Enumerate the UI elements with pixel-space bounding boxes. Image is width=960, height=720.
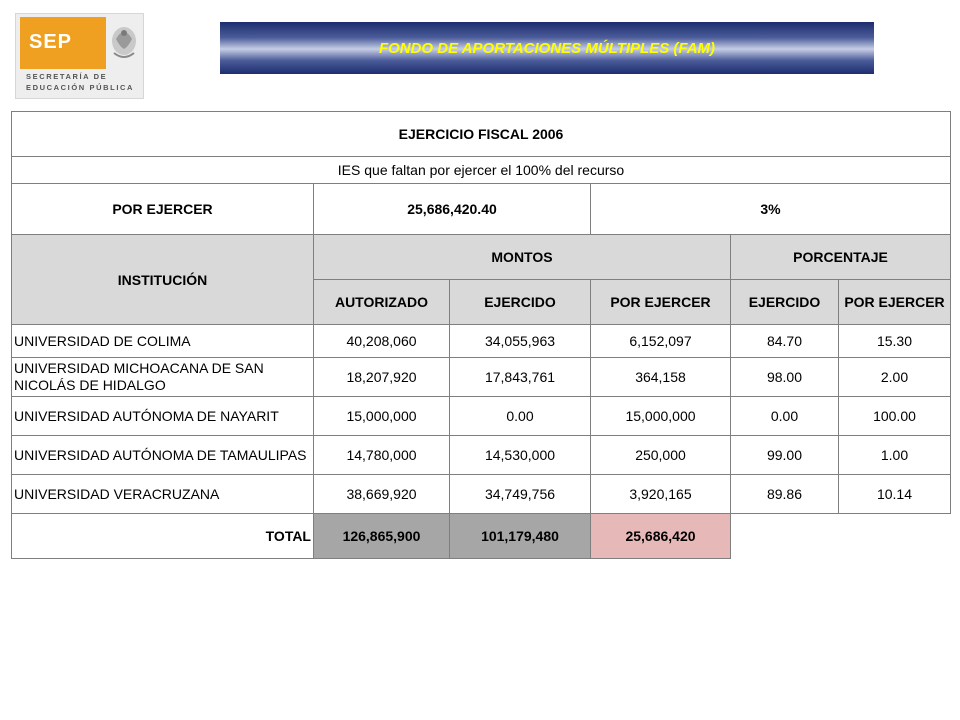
por-ejercer-row (12, 184, 951, 235)
row-ejercido: 14,530,000 (450, 436, 591, 475)
table-row (12, 475, 951, 514)
row-autorizado: 14,780,000 (314, 436, 450, 475)
banner-title: FONDO DE APORTACIONES MÚLTIPLES (FAM) (378, 39, 716, 57)
logo-line-educacion: EDUCACIÓN PÚBLICA (26, 83, 135, 92)
row-pct-por-ejercer: 10.14 (839, 475, 951, 514)
row-por-ejercer: 364,158 (591, 358, 731, 397)
table-title: EJERCICIO FISCAL 2006 (12, 112, 951, 157)
row-pct-ejercido: 0.00 (731, 397, 839, 436)
header-pct-por-ejercer: POR EJERCER (839, 280, 951, 325)
row-institution: UNIVERSIDAD AUTÓNOMA DE NAYARIT (12, 397, 314, 436)
header-por-ejercer: POR EJERCER (591, 280, 731, 325)
sep-logo-text: SEP (29, 31, 73, 53)
row-por-ejercer: 6,152,097 (591, 325, 731, 358)
row-por-ejercer: 15,000,000 (591, 397, 731, 436)
table-row (12, 436, 951, 475)
logo-line-secretaria: SECRETARÍA DE (26, 72, 108, 81)
mexican-eagle-emblem-icon (108, 17, 140, 69)
row-institution: UNIVERSIDAD MICHOACANA DE SAN NICOLÁS DE HIDALGO (12, 358, 314, 397)
por-ejercer-label: POR EJERCER (12, 184, 314, 235)
row-autorizado: 15,000,000 (314, 397, 450, 436)
row-por-ejercer: 3,920,165 (591, 475, 731, 514)
sep-logo-block (20, 17, 106, 69)
row-autorizado: 38,669,920 (314, 475, 450, 514)
row-institution: UNIVERSIDAD VERACRUZANA (12, 475, 314, 514)
row-pct-ejercido: 84.70 (731, 325, 839, 358)
row-pct-por-ejercer: 1.00 (839, 436, 951, 475)
header-porcentaje: PORCENTAJE (731, 235, 951, 280)
total-por-ejercer: 25,686,420 (591, 514, 731, 559)
por-ejercer-percent: 3% (591, 184, 951, 235)
header-montos: MONTOS (314, 235, 731, 280)
row-por-ejercer: 250,000 (591, 436, 731, 475)
fiscal-table (11, 111, 951, 559)
row-pct-ejercido: 99.00 (731, 436, 839, 475)
row-autorizado: 40,208,060 (314, 325, 450, 358)
row-ejercido: 34,055,963 (450, 325, 591, 358)
row-pct-por-ejercer: 2.00 (839, 358, 951, 397)
row-pct-ejercido: 89.86 (731, 475, 839, 514)
row-ejercido: 17,843,761 (450, 358, 591, 397)
row-pct-por-ejercer: 100.00 (839, 397, 951, 436)
row-institution: UNIVERSIDAD AUTÓNOMA DE TAMAULIPAS (12, 436, 314, 475)
row-ejercido: 34,749,756 (450, 475, 591, 514)
row-pct-ejercido: 98.00 (731, 358, 839, 397)
header-ejercido: EJERCIDO (450, 280, 591, 325)
sep-logo (15, 13, 144, 99)
header-pct-ejercido: EJERCIDO (731, 280, 839, 325)
table-subtitle: IES que faltan por ejercer el 100% del recurso (12, 157, 951, 184)
row-ejercido: 0.00 (450, 397, 591, 436)
por-ejercer-amount: 25,686,420.40 (314, 184, 591, 235)
total-row (12, 514, 951, 559)
row-autorizado: 18,207,920 (314, 358, 450, 397)
table-row (12, 325, 951, 358)
total-blank (839, 514, 951, 559)
table-row (12, 358, 951, 397)
total-ejercido: 101,179,480 (450, 514, 591, 559)
table-row (12, 397, 951, 436)
fam-banner (220, 22, 874, 74)
total-blank (731, 514, 839, 559)
row-pct-por-ejercer: 15.30 (839, 325, 951, 358)
header-autorizado: AUTORIZADO (314, 280, 450, 325)
row-institution: UNIVERSIDAD DE COLIMA (12, 325, 314, 358)
total-label: TOTAL (12, 514, 314, 559)
total-autorizado: 126,865,900 (314, 514, 450, 559)
header-institucion: INSTITUCIÓN (12, 235, 314, 325)
